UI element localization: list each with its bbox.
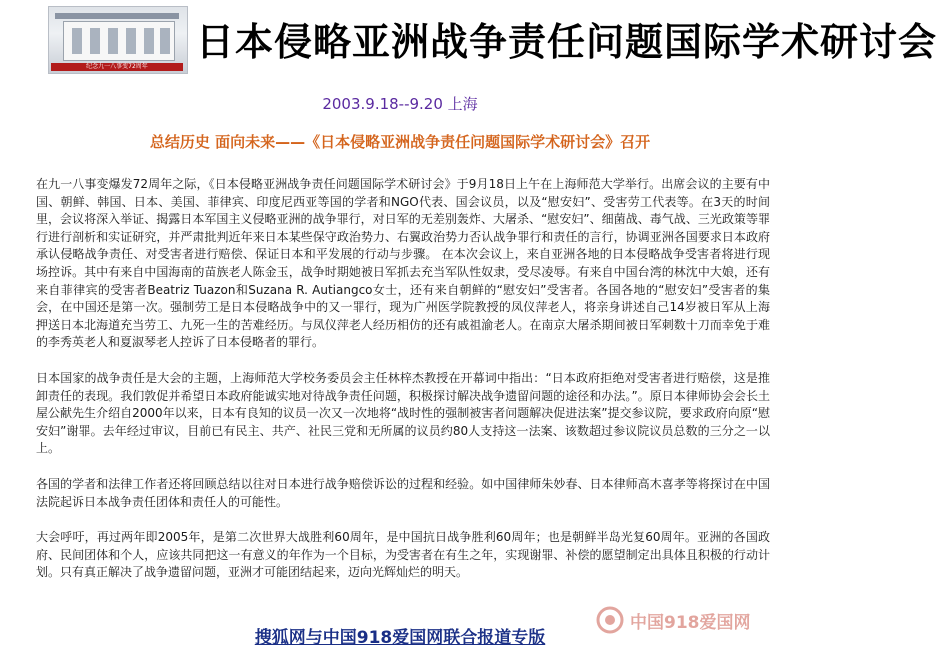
article-body [36, 176, 770, 600]
article-subtitle: 总结历史 面向未来——《日本侵略亚洲战争责任问题国际学术研讨会》召开 [149, 133, 651, 151]
page-title: 日本侵略亚洲战争责任问题国际学术研讨会 [196, 20, 937, 64]
joint-report-link[interactable]: 搜狐网与中国918爱国网联合报道专版 [254, 628, 546, 648]
window [126, 28, 136, 54]
photo-banner: 纪念九一八事变72周年 [51, 63, 183, 71]
page-header [0, 0, 937, 96]
window [108, 28, 118, 54]
paragraph: 日本国家的战争责任是大会的主题，上海师范大学校务委员会主任林梓杰教授在开幕词中指出：“日本政府拒绝对受害者进行赔偿，这是推卸责任的表现。我们敦促并希望日本政府能诚实地对待战争责任问题，积极探讨解决战争遗留问题的途径和办法。”。原日本律师协会会长土屋公献先生介绍自2000年以来，日本有良知的议员一次又一次地将“战时性的强制被害者问题解决促进法案”提交参议院，要求政府向原“慰安妇”谢罪。去年经过审议，目前已有民主、共产、社民三党和无所属的议员约80人支持这一法案、该数超过参议院议员总数的三分之一以上。 [36, 370, 770, 456]
conference-photo [48, 6, 188, 74]
building-roof [55, 13, 179, 19]
event-date: 2003.9.18--9.20 上海 [322, 95, 478, 113]
paragraph: 大会呼吁，再过两年即2005年，是第二次世界大战胜利60周年，是中国抗日战争胜利60周年；也是朝鲜半岛光复60周年。亚洲的各国政府、民间团体和个人，应该共同把这一有意义的年作为一个目标，为受害者在有生之年，实现谢罪、补偿的愿望制定出具体且积极的行动计划。只有真正解决了战争遗留问题，亚洲才可能团结起来，迈向光辉灿烂的明天。 [36, 530, 770, 580]
window [144, 28, 154, 54]
window [90, 28, 100, 54]
paragraph: 各国的学者和法律工作者还将回顾总结以往对日本进行战争赔偿诉讼的过程和经验。如中国律师朱妙春、日本律师高木喜孝等将探讨在中国法院起诉日本战争责任团体和责任人的可能性。 [36, 476, 770, 509]
window [160, 28, 170, 54]
window [72, 28, 82, 54]
building-facade [63, 21, 175, 61]
paragraph: 在九一八事变爆发72周年之际，《日本侵略亚洲战争责任问题国际学术研讨会》于9月18日上午在上海师范大学举行。出席会议的主要有中国、朝鲜、韩国、日本、美国、菲律宾、印度尼西亚等国的学者和NGO代表、国会议员，以及“慰安妇”、受害劳工代表等。在3天的时间里，会议将深入举证、揭露日本军国主义侵略亚洲的战争罪行，对日军的无差别轰炸、大屠杀、“慰安妇”、细菌战、毒气战、三光政策等罪行进行剖析和实证研究，并严肃批判近年来日本某些保守政治势力、右翼政治势力否认战争罪行和责任的言行，协调亚洲各国要求日本政府承认侵略战争责任、对受害者进行赔偿、保证日本和平发展的行动与步骤。 在本次会议上，来自亚洲各地的日本侵略战争受害者将进行现场控诉。其中有来自中国海南的苗族老人陈金玉，战争时期她被日军抓去充当军队性奴隶，受尽凌辱。有来自中国台湾的林沈中大娘，还有来自菲律宾的受害者Beatriz Tuazon和Suzana R. Autiangco女士，还有来自朝鲜的“慰安妇”受害者。各国各地的“慰安妇”受害者的集会，在中国还是第一次。强制劳工是日本侵略战争中的又一罪行，现为广州医学院教授的凤仪萍老人，将亲身讲述自己14岁被日军从上海押送日本北海道充当劳工、九死一生的苦难经历。与凤仪萍老人经历相仿的还有戚祖渝老人。在南京大屠杀期间被日军刺数十刀而幸免于难的李秀英老人和夏淑琴老人控诉了日本侵略者的罪行。 [36, 177, 770, 350]
watermark-text: 中国918爱国网 [630, 612, 751, 633]
